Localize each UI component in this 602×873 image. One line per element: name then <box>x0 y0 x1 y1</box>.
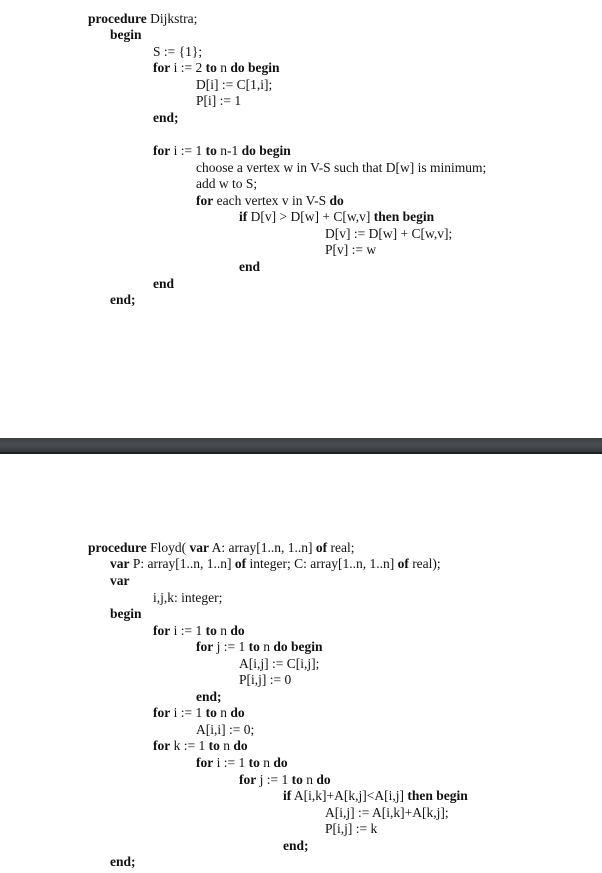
floyd-begin: begin <box>110 606 142 621</box>
dijkstra-foreach: for each vertex v in V-S do <box>196 193 344 208</box>
floyd-for-j3: for j := 1 to n do <box>239 772 331 787</box>
floyd-var: var <box>110 573 130 588</box>
floyd-params: var P: array[1..n, 1..n] of integer; C: array[1..n, 1..n] of real); <box>110 556 441 571</box>
floyd-end-proc: end; <box>110 854 136 869</box>
floyd-p-zero: P[i,j] := 0 <box>239 672 292 687</box>
floyd-for-j: for j := 1 to n do begin <box>196 639 323 654</box>
floyd-for-k: for k := 1 to n do <box>153 738 248 753</box>
dijkstra-add: add w to S; <box>196 176 258 191</box>
floyd-a-copy: A[i,j] := C[i,j]; <box>239 656 320 671</box>
dijkstra-end-for: end <box>153 276 175 291</box>
dijkstra-header: procedure Dijkstra; <box>88 11 198 26</box>
floyd-for-i: for i := 1 to n do <box>153 623 245 638</box>
floyd-locals: i,j,k: integer; <box>153 590 223 605</box>
dijkstra-choose: choose a vertex w in V-S such that D[w] is minimum; <box>196 160 487 175</box>
dijkstra-d-update: D[v] := D[w] + C[w,v]; <box>325 226 453 241</box>
page-floyd <box>0 454 602 873</box>
dijkstra-p-init: P[i] := 1 <box>196 93 242 108</box>
floyd-a-diag: A[i,i] := 0; <box>196 722 255 737</box>
floyd-if: if A[i,k]+A[k,j]<A[i,j] then begin <box>283 788 468 803</box>
dijkstra-end-if: end <box>239 259 261 274</box>
floyd-end1: end; <box>196 689 222 704</box>
dijkstra-end-proc: end; <box>110 292 136 307</box>
floyd-p-update: P[i,j] := k <box>325 821 378 836</box>
dijkstra-begin: begin <box>110 27 142 42</box>
floyd-header: procedure Floyd( var A: array[1..n, 1..n] of real; <box>88 540 355 555</box>
dijkstra-d-init: D[i] := C[1,i]; <box>196 77 273 92</box>
dijkstra-end1: end; <box>153 110 179 125</box>
floyd-a-update: A[i,j] := A[i,k]+A[k,j]; <box>325 805 449 820</box>
dijkstra-p-update: P[v] := w <box>325 242 377 257</box>
dijkstra-for1: for i := 2 to n do begin <box>153 60 280 75</box>
dijkstra-s-init: S := {1}; <box>153 44 203 59</box>
floyd-for-i3: for i := 1 to n do <box>196 755 288 770</box>
page-separator <box>0 438 602 454</box>
dijkstra-if: if D[v] > D[w] + C[w,v] then begin <box>239 209 435 224</box>
floyd-end-if: end; <box>283 838 309 853</box>
floyd-for-i2: for i := 1 to n do <box>153 705 245 720</box>
dijkstra-for2: for i := 1 to n-1 do begin <box>153 143 291 158</box>
